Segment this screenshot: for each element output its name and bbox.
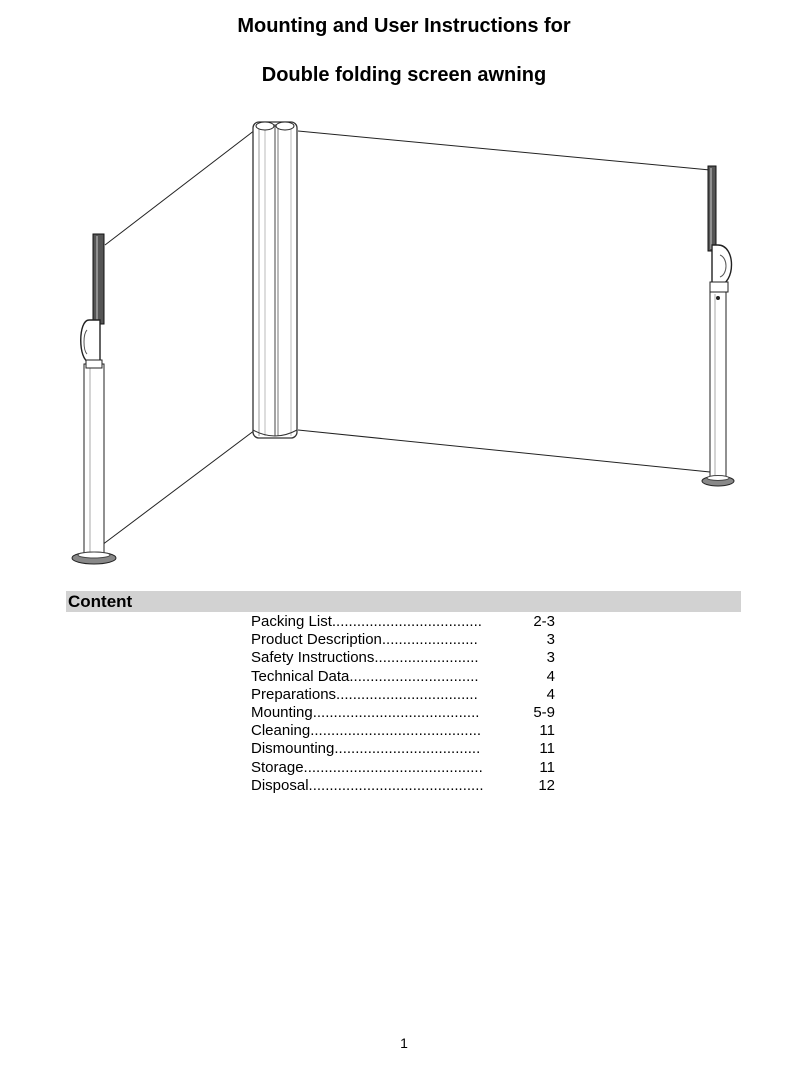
toc-item bbox=[251, 649, 561, 667]
toc-entry-page: 4 bbox=[546, 667, 555, 685]
title-line-2: Double folding screen awning bbox=[261, 64, 547, 86]
screen-bottom-right-edge bbox=[298, 430, 710, 472]
toc-entry-page: 11 bbox=[539, 722, 555, 740]
toc-entry-page: 3 bbox=[546, 631, 555, 649]
screen-bottom-left-edge bbox=[102, 430, 255, 545]
toc-entry-label: Storage........................................... bbox=[251, 758, 483, 776]
central-cassette bbox=[253, 122, 297, 438]
toc-entry-label: Cleaning......................................... bbox=[251, 722, 482, 740]
toc-item bbox=[251, 613, 561, 631]
awning-illustration bbox=[60, 112, 760, 582]
toc-item bbox=[251, 631, 561, 649]
toc-entry-page: 3 bbox=[546, 649, 555, 667]
toc-item bbox=[251, 686, 561, 704]
toc-item bbox=[251, 722, 561, 740]
toc-item bbox=[251, 668, 561, 686]
toc-entry-page: 11 bbox=[539, 758, 555, 776]
toc-item bbox=[251, 740, 561, 758]
toc-entry-label: Product Description....................... bbox=[251, 631, 478, 649]
page-number: 1 bbox=[400, 1035, 408, 1051]
toc-entry-label: Technical Data............................... bbox=[251, 667, 479, 685]
toc-entry-label: Preparations.................................. bbox=[251, 685, 478, 703]
toc-entry-page: 2-3 bbox=[533, 613, 555, 630]
screen-top-left-edge bbox=[105, 130, 255, 245]
screen-top-right-edge bbox=[298, 131, 710, 170]
toc-entry-label: Dismounting................................... bbox=[251, 740, 481, 758]
toc-entry-label: Disposal.......................................... bbox=[251, 776, 484, 794]
toc-entry-page: 4 bbox=[546, 685, 555, 703]
toc-entry-label: Mounting........................................ bbox=[251, 703, 480, 721]
toc-item bbox=[251, 777, 561, 795]
toc-entry-label: Packing List.................................... bbox=[251, 613, 482, 630]
table-of-contents bbox=[251, 613, 561, 795]
left-pole bbox=[72, 234, 116, 564]
content-heading: Content bbox=[68, 592, 133, 611]
toc-entry-page: 12 bbox=[538, 776, 555, 794]
toc-item bbox=[251, 759, 561, 777]
right-pole bbox=[702, 166, 734, 486]
toc-item bbox=[251, 704, 561, 722]
title-line-1: Mounting and User Instructions for bbox=[237, 15, 571, 37]
toc-entry-page: 11 bbox=[539, 740, 555, 758]
toc-entry-page: 5-9 bbox=[533, 703, 555, 721]
toc-entry-label: Safety Instructions......................... bbox=[251, 649, 479, 667]
content-heading-bar bbox=[66, 591, 741, 612]
